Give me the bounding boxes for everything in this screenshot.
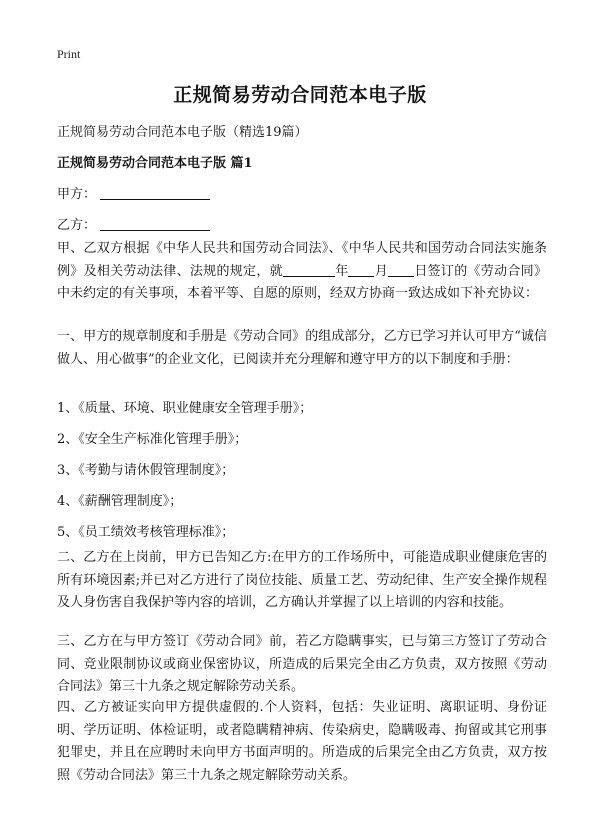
intro-paragraph xyxy=(57,238,547,306)
date-month-blank xyxy=(348,263,374,277)
print-link[interactable]: Print xyxy=(57,47,81,61)
clause-4: 四、乙方被证实向甲方提供虚假的.个人资料，包括：失业证明、离职证明、身份证明、学历证明、体检证明，或者隐瞒精神病、传染病史，隐瞒吸毒、拘留或其它刑事犯罪史，并且在应聘时未向甲方书面声明的。所造成的后果完全由乙方负责，双方按照《劳动合同法》第三十九条之规定解除劳动关系。 xyxy=(57,700,547,783)
intro-text-2: 日签订的《劳动合同》中未约定的有关事项，本着平等、自愿的原则，经双方协商一致达成如下补充协议： xyxy=(57,263,547,301)
list-item: 1、《质量、环境、职业健康安全管理手册》； xyxy=(57,401,313,416)
list-item: 2、《安全生产标准化管理手册》； xyxy=(57,432,248,447)
intro-text-1: 甲、乙双方根据《中华人民共和国劳动合同法》、《中华人民共和国劳动合同法实施条例》及相关劳动法律、法规的规定，就 xyxy=(57,241,547,279)
party-b-blank xyxy=(100,217,210,231)
clause-2: 二、乙方在上岗前，甲方已告知乙方:在甲方的工作场所中，可能造成职业健康危害的所有环境因素;并已对乙方进行了岗位技能、质量工艺、劳动纪律、生产安全操作规程及人身伤害自我保护等内容的培训，乙方确认并掌握了以上培训的内容和技能。 xyxy=(57,550,547,610)
party-a-label: 甲方： xyxy=(57,187,97,202)
section-heading: 正规简易劳动合同范本电子版 篇1 xyxy=(57,156,253,171)
clause-1: 一、甲方的规章制度和手册是《劳动合同》的组成部分，乙方已学习并认可甲方“诚信做人、用心做事”的企业文化，已阅读并充分理解和遵守甲方的以下制度和手册： xyxy=(57,329,547,367)
list-item: 3、《考勤与请休假管理制度》； xyxy=(57,463,235,478)
list-item: 4、《薪酬管理制度》； xyxy=(57,494,183,509)
clause-3: 三、乙方在与甲方签订《劳动合同》前，若乙方隐瞒事实，已与第三方签订了劳动合同、竞业限制协议或商业保密协议，所造成的后果完全由乙方负责，双方按照《劳动合同法》第三十九条之规定解除劳动关系。 xyxy=(57,634,547,694)
date-day-blank xyxy=(388,263,414,277)
party-b-line xyxy=(57,214,210,233)
party-a-line xyxy=(57,183,210,202)
list-item: 5、《员工绩效考核管理标准》； xyxy=(57,525,235,540)
intro-year: 年 xyxy=(334,263,349,279)
party-a-blank xyxy=(100,186,210,200)
document-title: 正规简易劳动合同范本电子版 xyxy=(173,84,427,106)
date-year-blank xyxy=(283,263,335,277)
intro-month: 月 xyxy=(374,263,389,279)
party-b-label: 乙方： xyxy=(57,218,97,233)
document-subtitle: 正规简易劳动合同范本电子版（精选19篇） xyxy=(57,125,308,140)
